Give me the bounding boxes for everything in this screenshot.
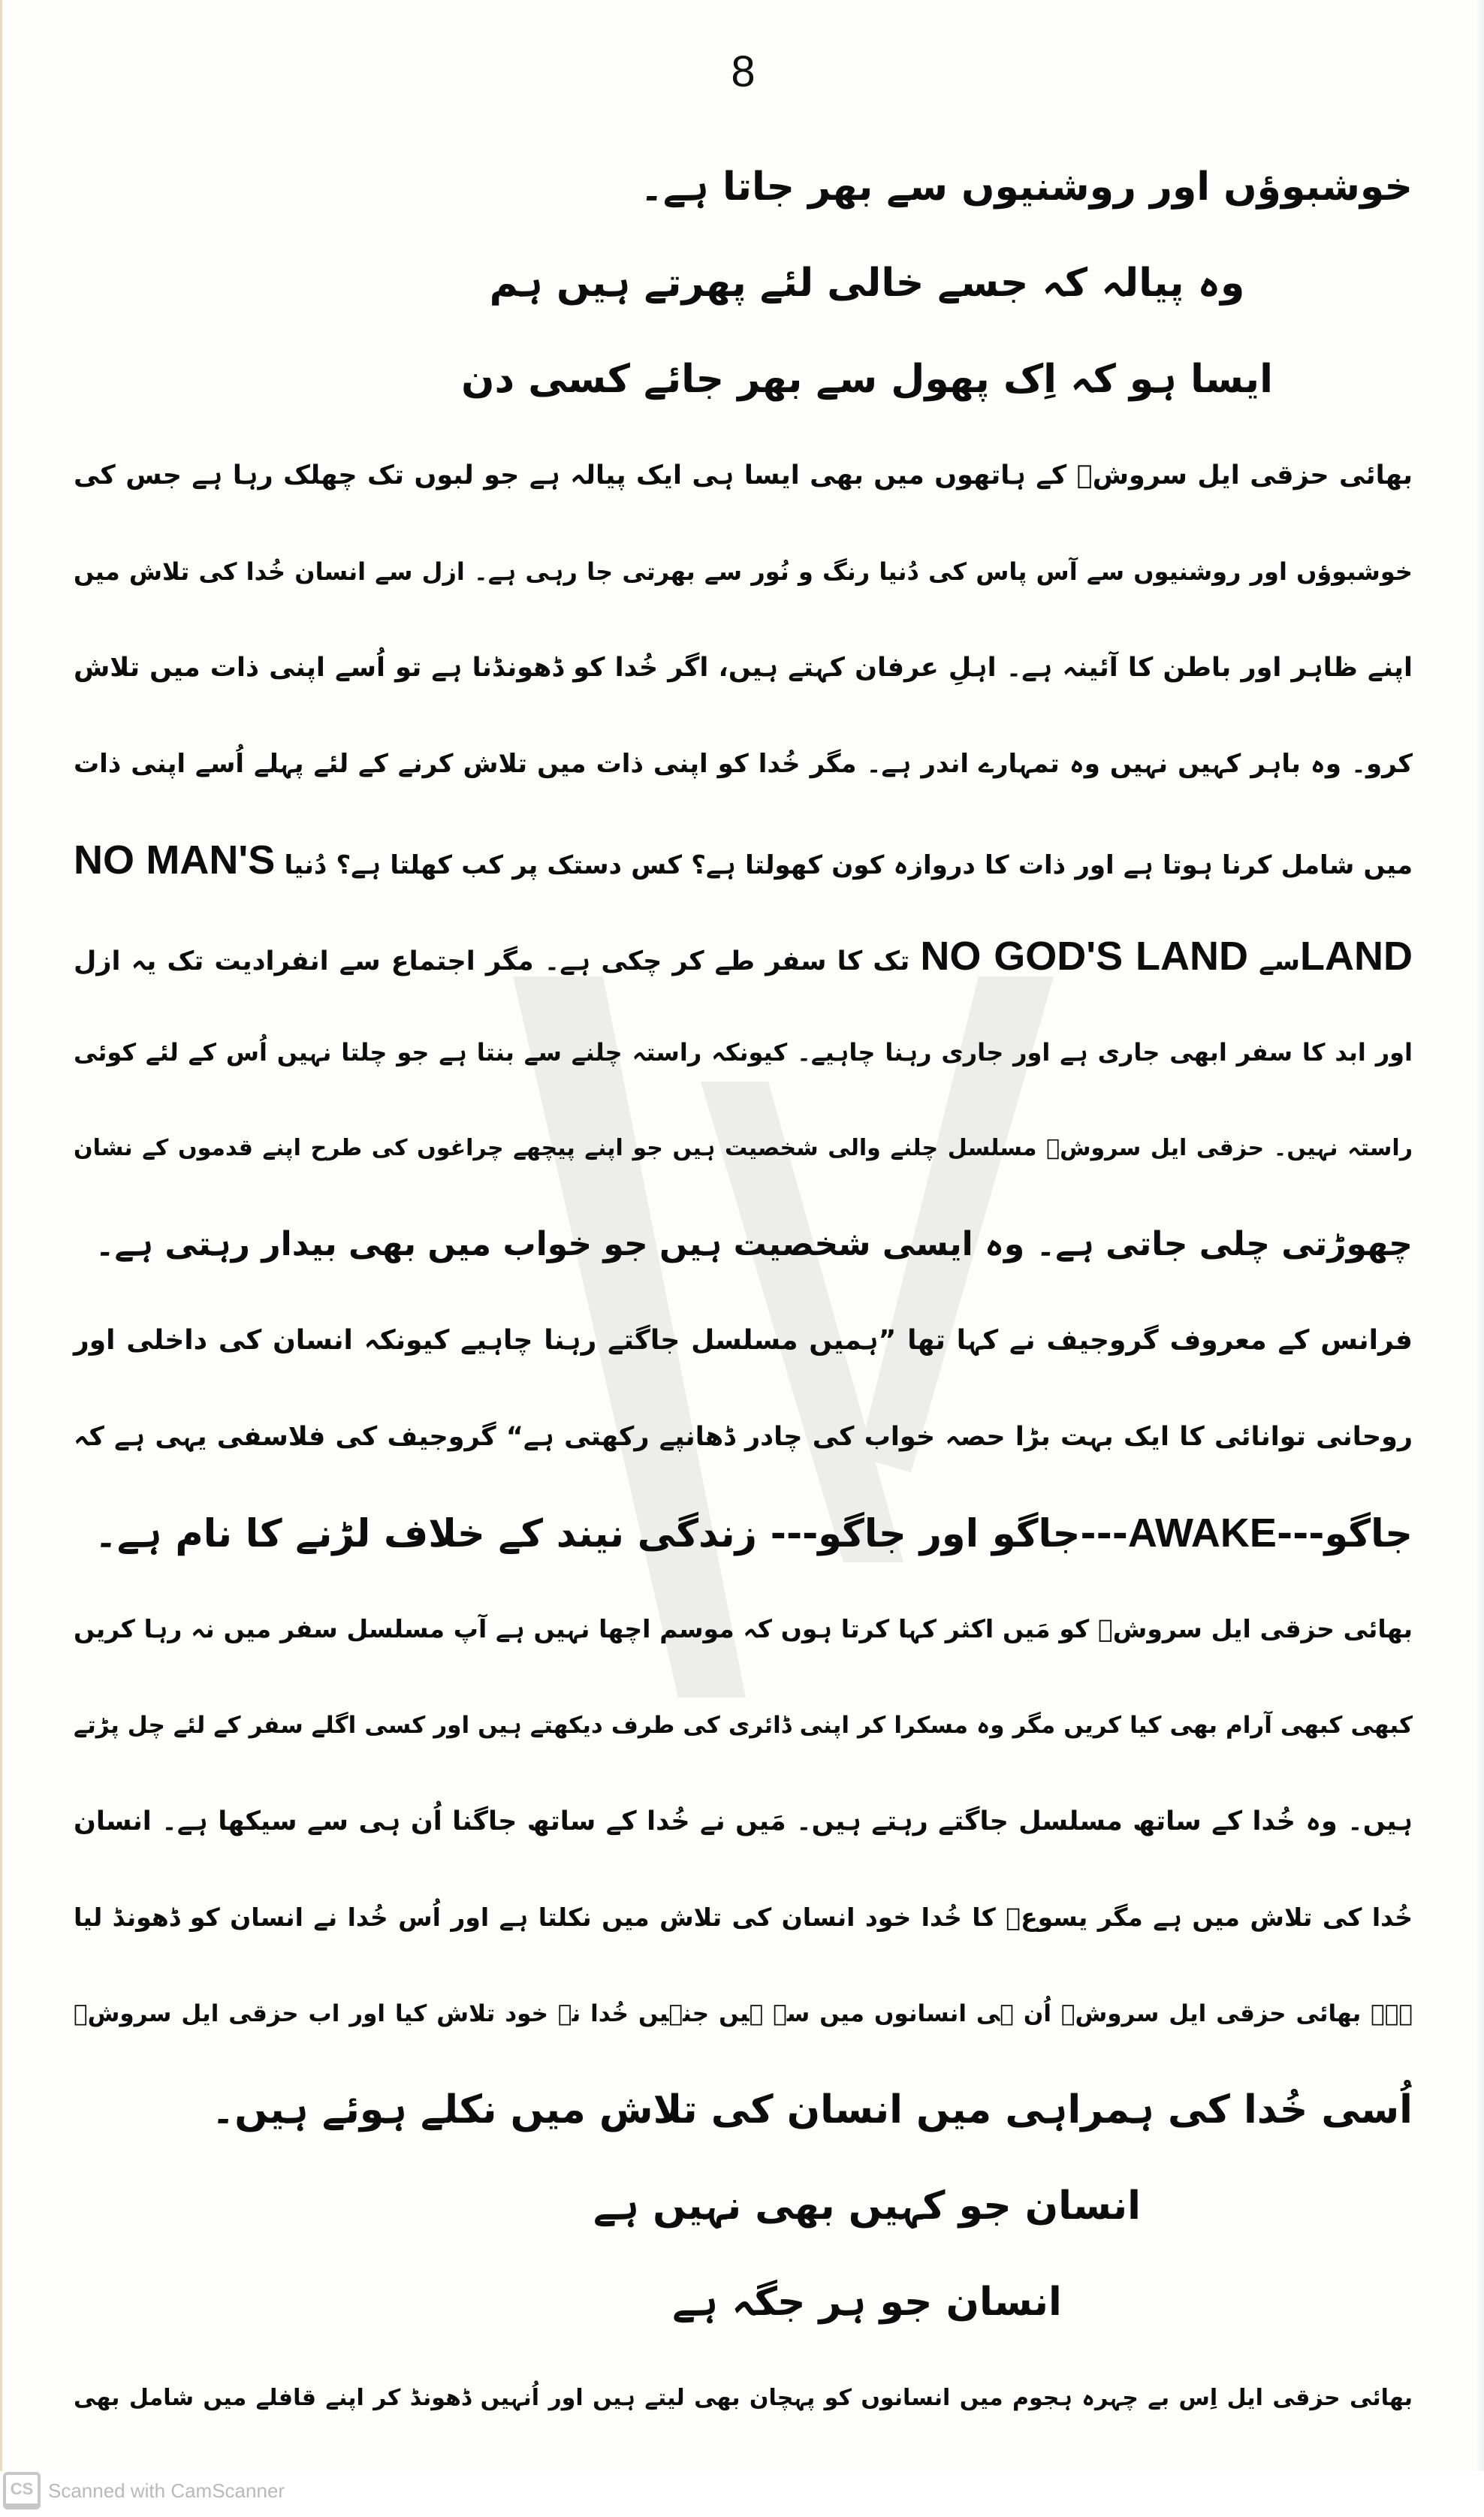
page-edge bbox=[1476, 0, 1484, 2471]
text-line: ہیں۔ وہ خُدا کے ساتھ مسلسل جاگتے رہتے ہیں۔ مَیں نے خُدا کے ساتھ جاگنا اُن ہی سے سیکھا ہے۔ انسان bbox=[74, 1806, 1413, 1836]
camscanner-label: Scanned with CamScanner bbox=[48, 2479, 285, 2502]
text-line: اُسی خُدا کی ہمراہی میں انسان کی تلاش میں نکلے ہوئے ہیں۔ bbox=[211, 2087, 1413, 2132]
text-line: روحانی توانائی کا ایک بہت بڑا حصہ خواب کی چادر ڈھانپے رکھتی ہے“ گروجیف کی فلاسفی یہی ہے کہ bbox=[74, 1422, 1413, 1452]
camscanner-logo-icon: CS bbox=[3, 2472, 41, 2509]
text-line: اور ابد کا سفر ابھی جاری ہے اور جاری رہنا چاہیے۔ کیونکہ راستہ چلنے سے بنتا ہے جو چلتا نہیں اُس کے لئے کوئی bbox=[74, 1038, 1413, 1067]
camscanner-footer bbox=[3, 2469, 285, 2512]
text-line: خوشبوؤں اور روشنیوں سے آس پاس کی دُنیا رنگ و نُور سے بھرتی جا رہی ہے۔ ازل سے انسان خُدا کی تلاش میں bbox=[74, 557, 1413, 586]
text-line: چھوڑتی چلی جاتی ہے۔ وہ ایسی شخصیت ہیں جو خواب میں بھی بیدار رہتی ہے۔ bbox=[95, 1225, 1413, 1263]
urdu-segment: جاگو--- bbox=[1276, 1512, 1413, 1556]
english-phrase-no-gods-land: NO GOD'S LAND bbox=[920, 934, 1248, 979]
text-line: اپنے ظاہر اور باطن کا آئینہ ہے۔ اہلِ عرفان کہتے ہیں، اگر خُدا کو ڈھونڈنا ہے تو اُسے اپنی ذات میں تلاش bbox=[74, 653, 1413, 683]
english-phrase-no-mans: NO MAN'S bbox=[74, 837, 276, 883]
text-line: ہے۔ بھائی حزقی ایل سروشؔ اُن ہی انسانوں میں سے ہیں جنہیں خُدا نے خود تلاش کیا اور اب حزقی ایل سروشؔ bbox=[74, 2000, 1413, 2027]
text-line: راستہ نہیں۔ حزقی ایل سروشؔ مسلسل چلنے والی شخصیت ہیں جو اپنے پیچھے چراغوں کی طرح اپنے قدموں کے نشان bbox=[74, 1135, 1413, 1161]
text-line-no-gods-land bbox=[74, 908, 1413, 1004]
verse-line: وہ پیالہ کہ جسے خالی لئے پھرتے ہیں ہم bbox=[489, 261, 1245, 306]
urdu-segment: سے bbox=[1259, 946, 1301, 976]
urdu-segment: تک کا سفر طے کر چکی ہے۔ مگر اجتماع سے انفرادیت تک یہ ازل bbox=[74, 946, 910, 976]
text-line: کبھی کبھی آرام بھی کیا کریں مگر وہ مسکرا کر اپنی ڈائری کی طرف دیکھتے ہیں اور کسی اگلے سفر کے لئے چل پڑتے bbox=[74, 1712, 1413, 1739]
verse-line: انسان جو ہر جگہ ہے bbox=[672, 2280, 1062, 2325]
text-line-awake bbox=[74, 1485, 1413, 1581]
text-line: بھائی حزقی ایل سروشؔ کو مَیں اکثر کہا کرتا ہوں کہ موسم اچھا نہیں ہے آپ مسلسل سفر میں نہ رہا کریں bbox=[74, 1614, 1413, 1643]
verse-line: ایسا ہو کہ اِک پھول سے بھر جائے کسی دن bbox=[461, 357, 1273, 402]
english-word-land: LAND bbox=[1300, 934, 1413, 979]
text-line-no-mans bbox=[74, 812, 1413, 908]
verse-line: انسان جو کہیں بھی نہیں ہے bbox=[593, 2184, 1141, 2229]
urdu-segment: میں شامل کرنا ہوتا ہے اور ذات کا دروازہ کون کھولتا ہے؟ کس دستک پر کب کھلتا ہے؟ دُنیا bbox=[284, 850, 1413, 880]
text-line: خُدا کی تلاش میں ہے مگر یسوعؑ کا خُدا خود انسان کی تلاش میں نکلتا ہے اور اُس خُدا نے انسان کو ڈھونڈ لیا bbox=[74, 1903, 1413, 1932]
text-line: فرانس کے معروف گروجیف نے کہا تھا ”ہمیں مسلسل جاگتے رہنا چاہیے کیونکہ انسان کی داخلی اور bbox=[74, 1325, 1413, 1356]
text-line: بھائی حزقی ایل اِس بے چہرہ ہجوم میں انسانوں کو پہچان بھی لیتے ہیں اور اُنہیں ڈھونڈ کر اپنے قافلے میں شامل بھی bbox=[74, 2385, 1413, 2411]
english-word-awake: AWAKE bbox=[1127, 1511, 1277, 1556]
text-line: بھائی حزقی ایل سروشؔ کے ہاتھوں میں بھی ایسا ہی ایک پیالہ ہے جو لبوں تک چھلک رہا ہے جس کی bbox=[74, 460, 1413, 490]
page-number: 8 bbox=[731, 47, 756, 96]
urdu-segment: ---جاگو اور جاگو--- زندگی نیند کے خلاف لڑنے کا نام ہے۔ bbox=[94, 1512, 1128, 1556]
text-line: کرو۔ وہ باہر کہیں نہیں وہ تمہارے اندر ہے۔ مگر خُدا کو اپنی ذات میں تلاش کرنے کے لئے پہلے اُسے اپنی ذات bbox=[74, 749, 1413, 779]
text-line: خوشبوؤں اور روشنیوں سے بھر جاتا ہے۔ bbox=[640, 164, 1413, 210]
urdu-body-text bbox=[74, 139, 1413, 2446]
